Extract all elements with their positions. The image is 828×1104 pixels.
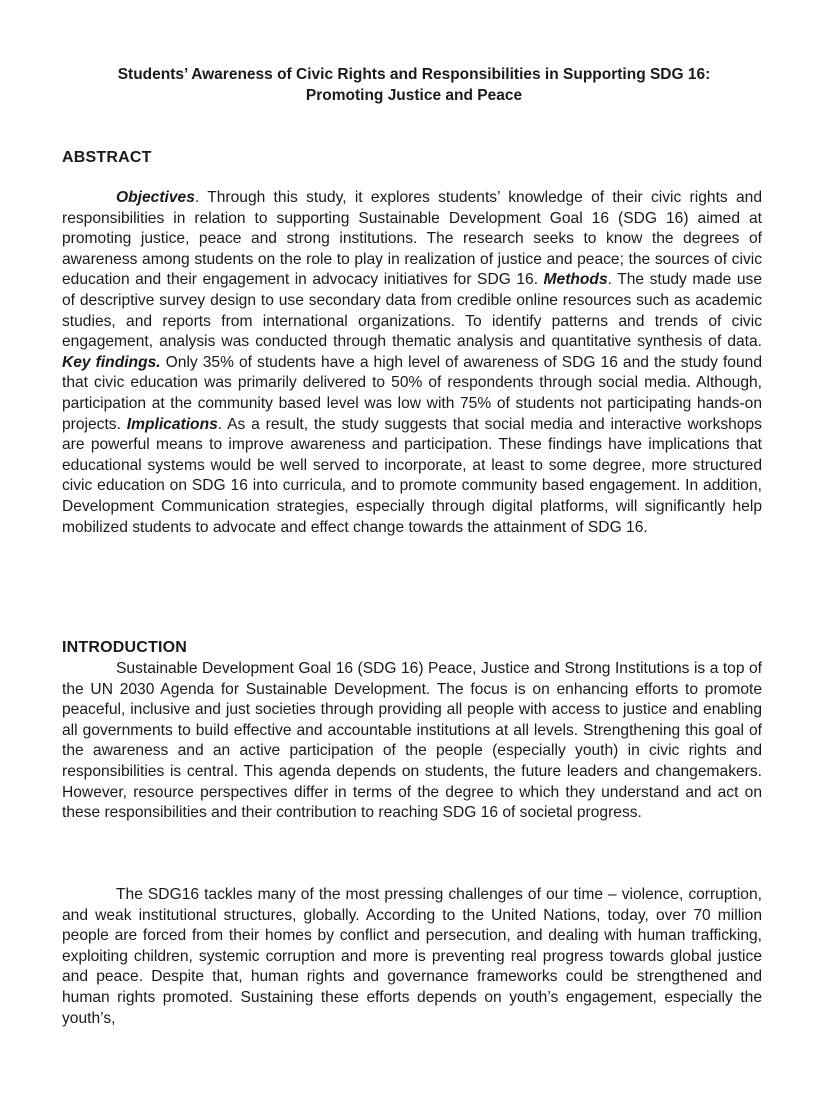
objectives-text: . Through this study, it explores students’ knowledge of their civic rights and responsibilities in relation to supporting Sustainable Development Goal 16 (SDG 16) aimed at promoting justice, peace and strong institutions. The research seeks to know the degrees of awareness among students on the role to play in realization of justice and peace; the sources of civic education and their engagement in advocacy initiatives for SDG 16. xyxy=(62,189,762,289)
methods-label: Methods xyxy=(543,271,608,289)
objectives-label: Objectives xyxy=(116,189,195,206)
abstract-paragraph xyxy=(62,188,762,538)
introduction-heading: INTRODUCTION xyxy=(62,639,188,656)
abstract-heading: ABSTRACT xyxy=(62,149,152,166)
key-findings-text: Only 35% of students have a high level of awareness of SDG 16 and the study found that civic education was primarily delivered to 50% of respondents through social media. Although, participation at the community based level was low with 75% of students not participating hands-on projects. xyxy=(62,353,762,433)
title-line-2: Promoting Justice and Peace xyxy=(305,87,523,104)
implications-text: . As a result, the study suggests that social media and interactive workshops are powerful means to improve awareness and participation. These findings have implications that educational systems would be well served to incorporate, at least to some degree, more structured civic education on SDG 16 into curricula, and to promote community based engagement. In addition, Development Communication strategies, especially through digital platforms, will significantly help mobilized students to advocate and effect change towards the attainment of SDG 16. xyxy=(62,415,762,536)
title-line-1: Students’ Awareness of Civic Rights and Responsibilities in Supporting SDG 16: xyxy=(117,66,711,83)
implications-label: Implications xyxy=(126,415,218,433)
paper-title xyxy=(60,64,768,106)
introduction-paragraph-1: Sustainable Development Goal 16 (SDG 16) Peace, Justice and Strong Institutions is a top of the UN 2030 Agenda for Sustainable Development. The focus is on enhancing efforts to promote peaceful, inclusive and just societies through providing all people with access to justice and enabling all governments to build effective and accountable institutions at all levels. Strengthening this goal of the awareness and an active participation of the people (especially youth) in civic rights and responsibilities is central. This agenda depends on students, the future leaders and changemakers. However, resource perspectives differ in terms of the degree to which they understand and act on these responsibilities and their contribution to reaching SDG 16 of societal progress. xyxy=(62,660,762,822)
methods-text: . The study made use of descriptive survey design to use secondary data from credible online resources such as academic studies, and reports from international organizations. To identify patterns and trends of civic engagement, analysis was conducted through thematic analysis and quantitative synthesis of data. xyxy=(62,271,762,351)
key-findings-label: Key findings. xyxy=(62,353,161,371)
introduction-paragraph-2: The SDG16 tackles many of the most pressing challenges of our time – violence, corruption, and weak institutional structures, globally. According to the United Nations, today, over 70 million people are forced from their homes by conflict and persecution, and dealing with human trafficking, exploiting children, systemic corruption and more is preventing real progress towards global justice and peace. Despite that, human rights and governance frameworks could be strengthened and human rights promoted. Sustaining these efforts depends on youth’s engagement, especially the youth’s, xyxy=(62,886,762,1027)
